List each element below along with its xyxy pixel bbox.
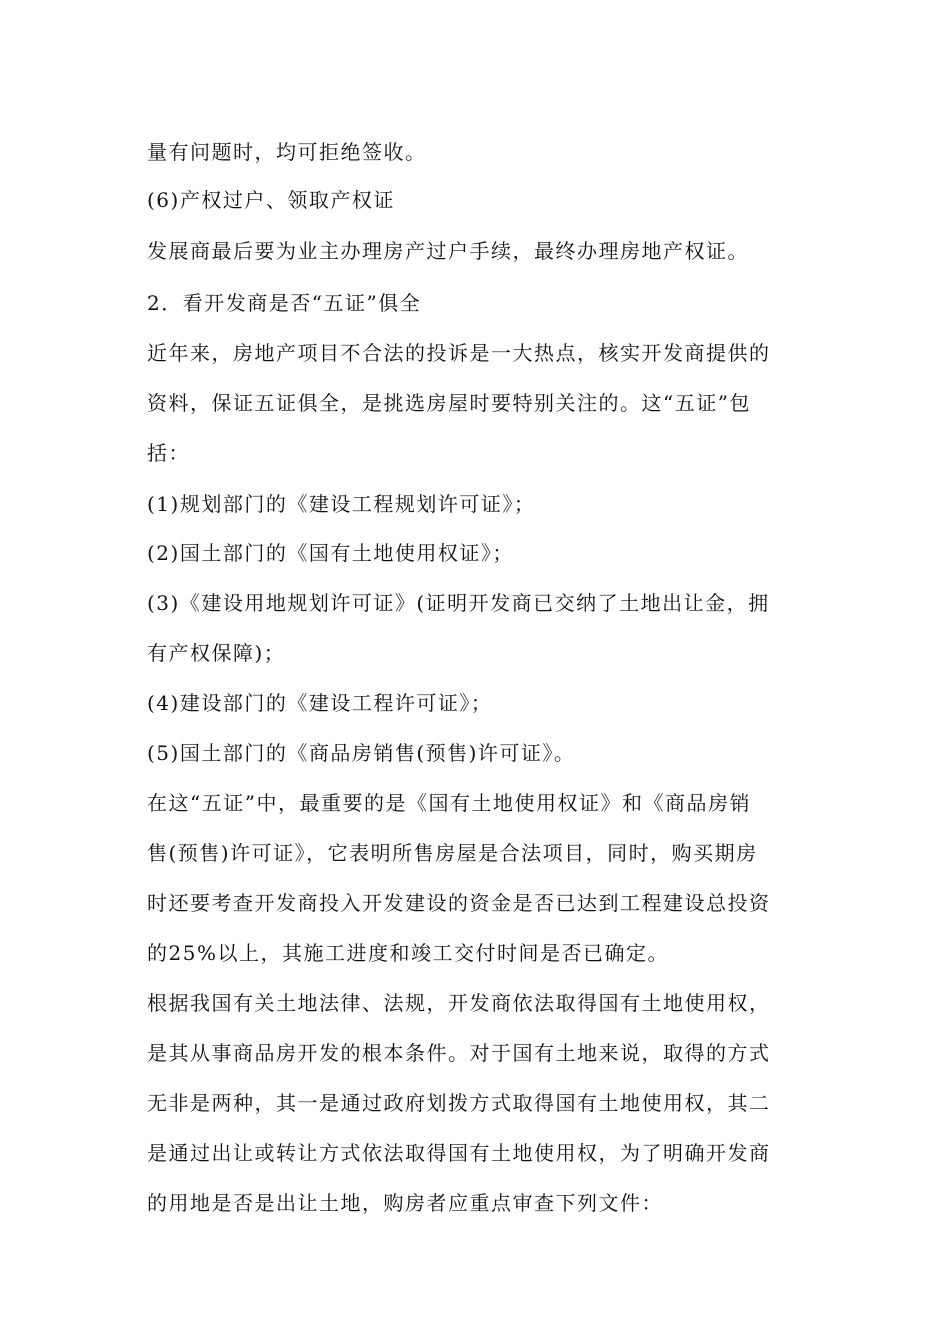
list-item: (3)《建设用地规划许可证》(证明开发商已交纳了土地出让金，拥 bbox=[147, 591, 770, 615]
text-line: 无非是两种，其一是通过政府划拨方式取得国有土地使用权，其二 bbox=[147, 1091, 771, 1115]
text-line: 根据我国有关土地法律、法规，开发商依法取得国有土地使用权， bbox=[147, 991, 771, 1015]
section-heading: 2．看开发商是否“五证”俱全 bbox=[147, 291, 422, 315]
list-item: (1)规划部门的《建设工程规划许可证》； bbox=[147, 492, 536, 516]
text-line: 是其从事商品房开发的根本条件。对于国有土地来说，取得的方式 bbox=[147, 1041, 771, 1065]
text-line: 的用地是否是出让土地，购房者应重点审查下列文件： bbox=[147, 1191, 663, 1215]
text-line: 近年来，房地产项目不合法的投诉是一大热点，核实开发商提供的 bbox=[147, 341, 771, 365]
text-line: 时还要考查开发商投入开发建设的资金是否已达到工程建设总投资 bbox=[147, 891, 771, 915]
list-item: (4)建设部门的《建设工程许可证》； bbox=[147, 691, 493, 715]
text-line: 是通过出让或转让方式依法取得国有土地使用权，为了明确开发商 bbox=[147, 1141, 771, 1165]
text-line: 资料，保证五证俱全，是挑选房屋时要特别关注的。这“五证”包 bbox=[147, 391, 751, 415]
text-line: 售(预售)许可证》，它表明所售房屋是合法项目，同时，购买期房 bbox=[147, 841, 758, 865]
text-line: 括： bbox=[147, 441, 190, 465]
text-line: 在这“五证”中，最重要的是《国有土地使用权证》和《商品房销 bbox=[147, 791, 751, 815]
list-item-continued: 有产权保障)； bbox=[147, 641, 286, 665]
text-line: (6)产权过户、领取产权证 bbox=[147, 188, 395, 212]
text-line: 的25%以上，其施工进度和竣工交付时间是否已确定。 bbox=[147, 941, 669, 965]
text-line: 发展商最后要为业主办理房产过户手续，最终办理房地产权证。 bbox=[147, 239, 749, 263]
text-line: 量有问题时，均可拒绝签收。 bbox=[147, 140, 427, 164]
list-item: (2)国土部门的《国有土地使用权证》； bbox=[147, 541, 514, 565]
list-item: (5)国土部门的《商品房销售(预售)许可证》。 bbox=[147, 741, 576, 765]
